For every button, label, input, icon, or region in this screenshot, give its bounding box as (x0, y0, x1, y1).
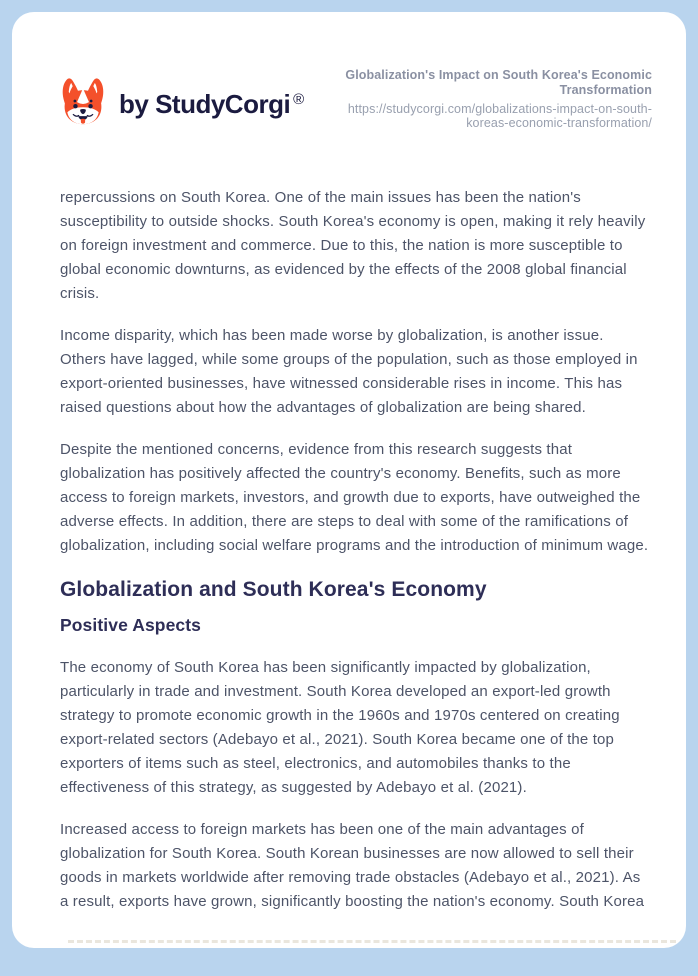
studycorgi-corgi-logo-icon (60, 76, 106, 132)
brand-wordmark (119, 89, 304, 120)
paragraph: Despite the mentioned concerns, evidence from this research suggests that globalization has positively affected the country's economy. Benefits, such as more access to foreign markets, investors, and growth due to exports, have outweighed the adverse effects. In addition, there are steps to deal with some of the ramifications of globalization, including social welfare programs and the introduction of minimum wage. (60, 441, 649, 554)
brand-by-text: by StudyCorgi (119, 88, 291, 119)
paragraph: repercussions on South Korea. One of the main issues has been the nation's susceptibility to outside shocks. South Korea's economy is open, making it rely heavily on foreign investment and commerce. Due to this, the nation is more susceptible to global economic downturns, as evidenced by the effects of the 2008 global financial crisis. (60, 189, 646, 302)
paragraph: The economy of South Korea has been significantly impacted by globalization, particularly in trade and investment. South Korea developed an export-led growth strategy to promote economic growth in the 1960s and 1970s centered on creating export-related sectors (Adebayo et al., 2021). South Korea became one of the top exporters of items such as steel, electronics, and automobiles thanks to the effectiveness of this strategy, as suggested by Adebayo et al. (2021). (60, 659, 620, 796)
subsection-heading: Positive Aspects (60, 615, 202, 635)
page-cut-dashed-line (68, 940, 676, 943)
paragraph: Increased access to foreign markets has been one of the main advantages of globalization for South Korea. South Korean businesses are now allowed to sell their goods in markets worldwide after removing trade obstacles (Adebayo et al., 2021). As a result, exports have grown, significantly boosting the nation's economy. South Korea (60, 821, 645, 910)
document-body (60, 186, 652, 914)
paragraph: Income disparity, which has been made worse by globalization, is another issue. Others have lagged, while some groups of the population, such as those employed in export-oriented businesses, have witnessed considerable rises in income. This has raised questions about how the advantages of globalization are being shared. (60, 327, 638, 416)
document-header (60, 66, 652, 132)
document-source-url[interactable]: https://studycorgi.com/globalizations-impact-on-south-koreas-economic-transformation/ (347, 102, 652, 130)
section-heading: Globalization and South Korea's Economy (60, 578, 487, 601)
registered-trademark-symbol: ® (293, 90, 305, 108)
document-title: Globalization's Impact on South Korea's Economic Transformation (345, 68, 652, 97)
document-meta (342, 66, 652, 130)
studycorgi-brand (60, 76, 304, 132)
document-card (12, 12, 686, 948)
